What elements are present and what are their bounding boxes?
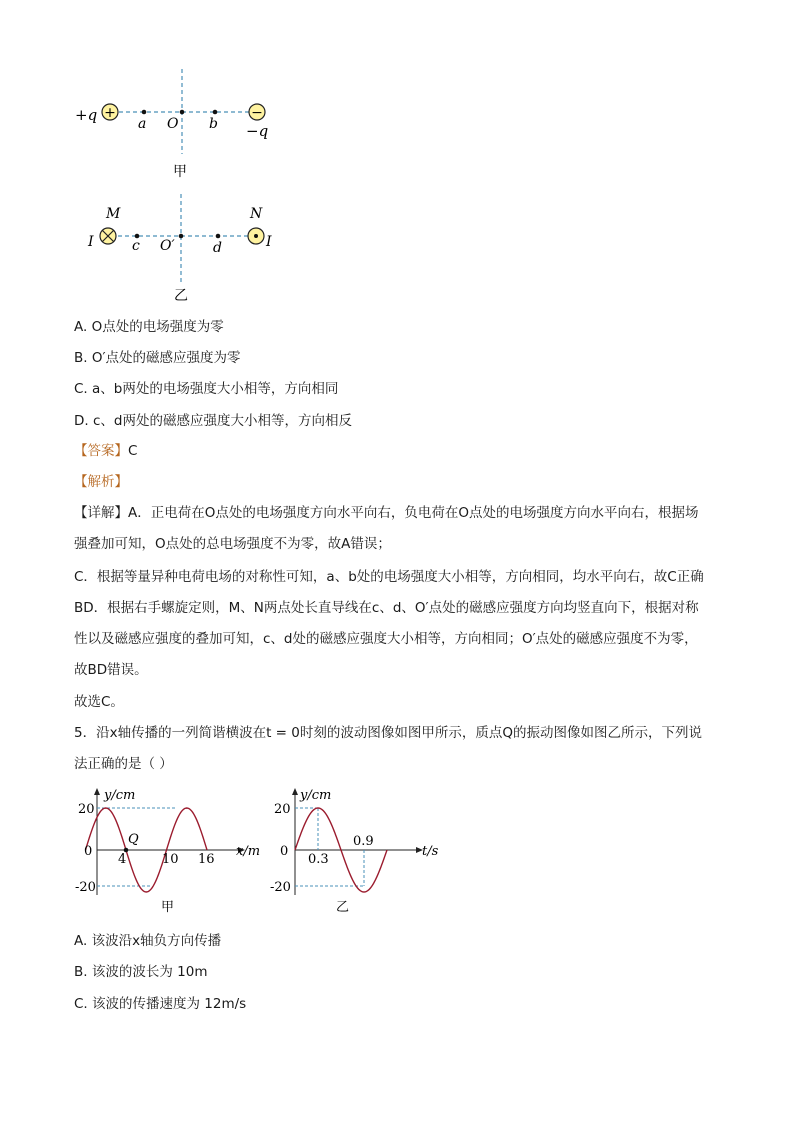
q4-option-b: B. O′点处的磁感应强度为零 [74, 350, 241, 366]
q5-stem-line-2: 法正确的是（ ） [74, 756, 173, 772]
detail-line-3: C．根据等量异种电荷电场的对称性可知，a、b处的电场强度大小相等，方向相同，均水平向右，故C正确 [74, 569, 704, 585]
detail-line-5: 性以及磁感应强度的叠加可知，c、d处的磁感应强度大小相等，方向相同；O′点处的磁感应强度不为零， [74, 631, 698, 647]
negative-charge-sign: − [251, 105, 263, 121]
positive-charge-sign: + [104, 105, 116, 121]
yi-ytick-20: 20 [274, 802, 291, 817]
detail-line-2: 强叠加可知，O点处的总电场强度不为零，故A错误； [74, 536, 391, 552]
q5-option-c: C. 该波的传播速度为 12m/s [74, 996, 247, 1012]
caption-jia: 甲 [173, 164, 187, 180]
yi-ttick-0.3: 0.3 [308, 852, 329, 867]
detail-line-1: 【详解】A．正电荷在O点处的电场强度方向水平向右，负电荷在O点处的电场强度方向水平向右，根据场 [74, 505, 699, 521]
yi-ylabel: y/cm [300, 788, 332, 803]
detail-line-7: 故选C。 [74, 694, 124, 710]
answer-value: C [128, 443, 138, 459]
jia-ylabel: y/cm [104, 788, 136, 803]
answer-label: 【答案】 [74, 443, 128, 459]
q4-option-d: D. c、d两处的磁感应强度大小相等，方向相反 [74, 413, 352, 429]
yi-xlabel: t/s [422, 844, 439, 859]
wave-graph-jia [70, 783, 270, 918]
jia-ytick-0: 0 [84, 844, 93, 859]
analysis-line [74, 472, 128, 492]
answer-line [74, 441, 137, 461]
jia-xlabel: x/m [236, 844, 261, 859]
yi-caption: 乙 [336, 900, 350, 915]
jia-xtick-4: 4 [118, 852, 127, 867]
point-O-prime [179, 234, 184, 239]
label-O: O [167, 116, 179, 132]
label-N: N [250, 206, 263, 222]
label-O-prime: O′ [160, 238, 175, 254]
detail-line-4: BD．根据右手螺旋定则，M、N两点处长直导线在c、d、O′点处的磁感应强度方向均竖直向下，根据对称 [74, 600, 699, 616]
label-d: d [213, 240, 222, 256]
yi-ttick-0.9: 0.9 [353, 834, 374, 849]
wave-graph-yi [268, 783, 458, 918]
label-I-right: I [266, 234, 272, 250]
jia-ytick-neg20: -20 [75, 880, 96, 895]
label-M: M [106, 206, 121, 222]
label-a: a [138, 116, 147, 132]
label-b: b [209, 116, 218, 132]
label-I-left: I [88, 234, 94, 250]
label-c: c [132, 238, 140, 254]
label-plus-q: +q [75, 106, 98, 124]
figure-charges [70, 64, 290, 189]
jia-caption: 甲 [161, 900, 175, 915]
analysis-label: 【解析】 [74, 474, 128, 490]
q5-stem-line-1: 5．沿x轴传播的一列简谐横波在t = 0时刻的波动图像如图甲所示，质点Q的振动图像如图乙所示，下列说 [74, 725, 702, 741]
q4-option-c: C. a、b两处的电场强度大小相等，方向相同 [74, 381, 339, 397]
yi-ytick-neg20: -20 [270, 880, 291, 895]
caption-yi: 乙 [174, 288, 188, 304]
jia-xtick-16: 16 [198, 852, 215, 867]
dot-center [254, 234, 258, 238]
jia-xtick-10: 10 [162, 852, 179, 867]
point-b [213, 110, 218, 115]
point-O [180, 110, 185, 115]
point-a [142, 110, 147, 115]
jia-ytick-20: 20 [78, 802, 95, 817]
point-d [216, 234, 221, 239]
figure-currents [80, 190, 300, 305]
detail-line-6: 故BD错误。 [74, 662, 148, 678]
q4-option-a: A. O点处的电场强度为零 [74, 319, 224, 335]
q5-option-b: B. 该波的波长为 10m [74, 964, 208, 980]
jia-y-arrow-icon [94, 788, 100, 795]
label-minus-q: −q [246, 122, 269, 140]
yi-ytick-0: 0 [280, 844, 289, 859]
q5-option-a: A. 该波沿x轴负方向传播 [74, 933, 222, 949]
yi-y-arrow-icon [292, 788, 298, 795]
jia-label-Q: Q [128, 832, 139, 847]
